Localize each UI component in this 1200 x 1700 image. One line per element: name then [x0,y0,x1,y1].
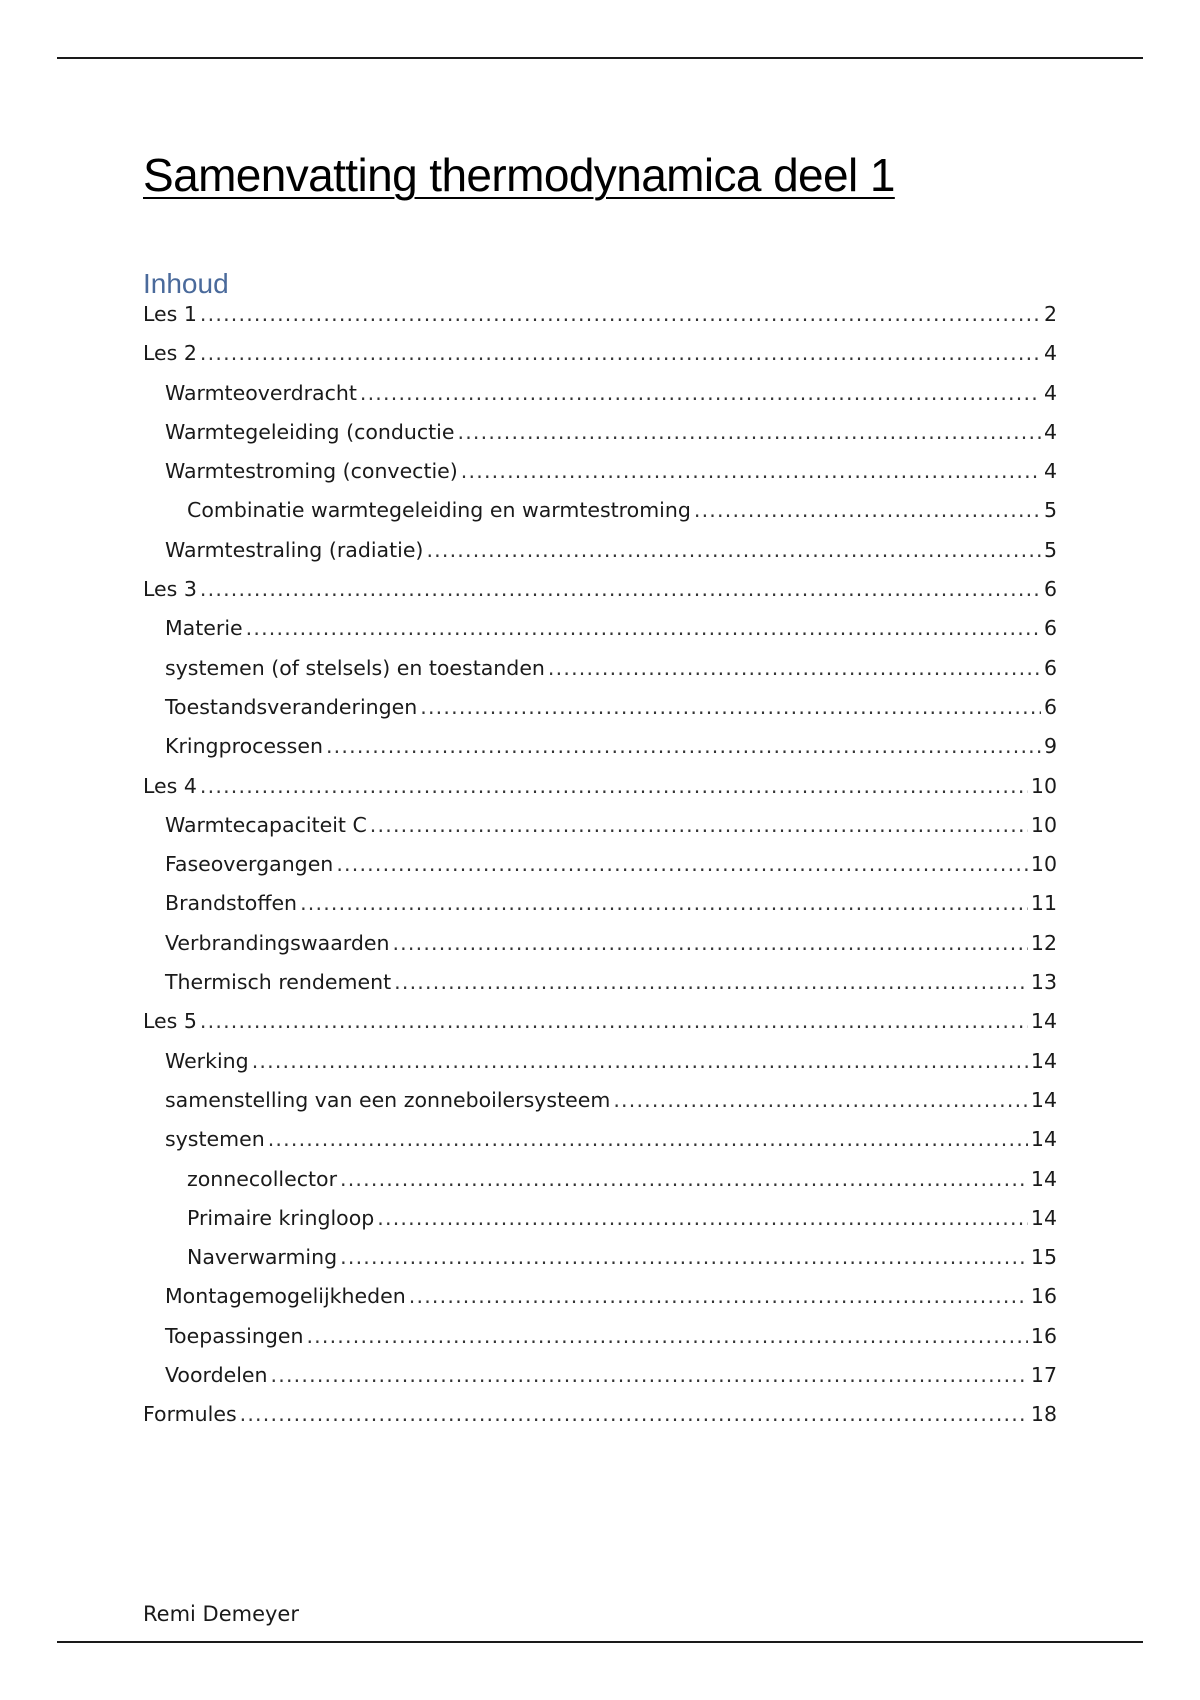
toc-entry-label: Warmtecapaciteit C [165,812,367,837]
toc-leader-dots [548,656,1041,680]
toc-entry-page-number: 16 [1030,1284,1057,1309]
toc-leader-dots [252,1049,1028,1073]
toc-leader-dots [271,1363,1028,1387]
toc-leader-dots [336,852,1028,876]
toc-entry-page-number: 14 [1030,1127,1057,1152]
toc-entry-page-number: 12 [1030,930,1057,955]
toc-entry-label: Les 4 [143,773,197,798]
toc-leader-dots [458,420,1041,444]
toc-entry-label: Formules [143,1402,237,1427]
toc-entry-page-number: 2 [1043,302,1057,326]
toc-entry[interactable] [143,420,1057,459]
toc-entry-page-number: 13 [1030,970,1057,995]
toc-entry-page-number: 10 [1030,812,1057,837]
toc-entry-page-number: 14 [1030,1087,1057,1112]
toc-entry[interactable] [143,1284,1057,1323]
toc-entry-label: Les 5 [143,1009,197,1034]
toc-entry-label: Faseovergangen [165,852,334,877]
toc-entry-page-number: 6 [1043,694,1057,719]
toc-entry-page-number: 6 [1043,655,1057,680]
toc-leader-dots [300,891,1028,915]
toc-entry[interactable] [143,538,1057,577]
toc-entry[interactable] [143,852,1057,891]
toc-leader-dots [409,1284,1028,1308]
toc-entry-label: zonnecollector [187,1166,337,1191]
toc-entry-page-number: 4 [1043,380,1057,405]
table-of-contents [143,302,1057,1442]
toc-entry[interactable] [143,970,1057,1009]
toc-entry-label: Warmtestroming (convectie) [165,459,458,484]
toc-entry-label: Warmteoverdracht [165,380,357,405]
toc-leader-dots [694,498,1041,522]
toc-entry-label: Materie [165,616,243,641]
toc-entry[interactable] [143,891,1057,930]
toc-entry-page-number: 6 [1043,616,1057,641]
toc-entry[interactable] [143,1049,1057,1088]
toc-entry-page-number: 16 [1030,1323,1057,1348]
toc-entry-label: Toestandsveranderingen [165,694,418,719]
toc-leader-dots [268,1127,1028,1151]
toc-entry-page-number: 5 [1043,498,1057,523]
toc-entry[interactable] [143,1206,1057,1245]
toc-leader-dots [377,1206,1028,1230]
toc-entry-label: Primaire kringloop [187,1205,375,1230]
document-title: Samenvatting thermodynamica deel 1 [143,149,895,201]
toc-leader-dots [360,381,1041,405]
toc-entry[interactable] [143,341,1057,380]
toc-entry-page-number: 6 [1043,577,1057,602]
toc-entry[interactable] [143,813,1057,852]
toc-entry[interactable] [143,577,1057,616]
toc-entry[interactable] [143,1127,1057,1166]
toc-entry[interactable] [143,774,1057,813]
toc-entry-page-number: 18 [1030,1402,1057,1427]
toc-leader-dots [200,577,1041,601]
toc-entry[interactable] [143,459,1057,498]
toc-entry-label: samenstelling van een zonneboilersysteem [165,1087,611,1112]
author-name: Remi Demeyer [143,1602,299,1626]
toc-entry[interactable] [143,498,1057,537]
toc-leader-dots [370,813,1028,837]
toc-entry-page-number: 4 [1043,419,1057,444]
header-rule [57,57,1143,59]
toc-leader-dots [340,1245,1028,1269]
toc-entry-label: Voordelen [165,1363,268,1388]
toc-leader-dots [426,538,1041,562]
toc-entry-page-number: 4 [1043,341,1057,366]
toc-leader-dots [200,341,1041,365]
toc-leader-dots [306,1324,1027,1348]
toc-leader-dots [613,1088,1028,1112]
toc-leader-dots [240,1402,1028,1426]
toc-leader-dots [394,970,1028,994]
toc-entry-page-number: 14 [1030,1048,1057,1073]
toc-entry-page-number: 10 [1030,852,1057,877]
toc-leader-dots [326,734,1041,758]
toc-heading: Inhoud [143,268,229,299]
toc-entry-label: Montagemogelijkheden [165,1284,406,1309]
toc-entry[interactable] [143,931,1057,970]
toc-leader-dots [200,774,1028,798]
toc-entry[interactable] [143,734,1057,773]
toc-leader-dots [200,302,1041,326]
toc-entry-page-number: 10 [1030,773,1057,798]
toc-entry-label: Thermisch rendement [165,970,392,995]
toc-entry-label: systemen (of stelsels) en toestanden [165,655,545,680]
toc-entry[interactable] [143,302,1057,341]
toc-entry-page-number: 4 [1043,459,1057,484]
toc-entry-page-number: 15 [1030,1245,1057,1270]
toc-entry-label: Werking [165,1048,249,1073]
toc-entry[interactable] [143,616,1057,655]
toc-entry-label: Combinatie warmtegeleiding en warmtestroming [187,498,691,523]
toc-entry-label: Les 3 [143,577,197,602]
toc-entry-page-number: 5 [1043,537,1057,562]
toc-entry[interactable] [143,695,1057,734]
toc-entry-page-number: 17 [1030,1363,1057,1388]
toc-entry-label: Verbrandingswaarden [165,930,390,955]
footer-rule [57,1641,1143,1643]
toc-entry-label: Brandstoffen [165,891,298,916]
toc-entry[interactable] [143,1363,1057,1402]
toc-entry[interactable] [143,1167,1057,1206]
toc-entry-page-number: 14 [1030,1166,1057,1191]
toc-entry-label: systemen [165,1127,265,1152]
toc-entry[interactable] [143,1245,1057,1284]
toc-entry[interactable] [143,1088,1057,1127]
toc-entry-page-number: 14 [1030,1205,1057,1230]
toc-entry-label: Warmtegeleiding (conductie [165,419,455,444]
toc-entry[interactable] [143,1009,1057,1048]
toc-entry-label: Les 2 [143,341,197,366]
toc-leader-dots [420,695,1041,719]
toc-leader-dots [340,1167,1028,1191]
toc-entry-page-number: 14 [1030,1009,1057,1034]
toc-entry[interactable] [143,1324,1057,1363]
toc-leader-dots [461,459,1041,483]
toc-entry-label: Toepassingen [165,1323,304,1348]
toc-entry-label: Warmtestraling (radiatie) [165,537,424,562]
toc-leader-dots [392,931,1027,955]
toc-entry-page-number: 9 [1043,734,1057,759]
toc-entry[interactable] [143,1402,1057,1441]
toc-leader-dots [246,616,1041,640]
toc-leader-dots [200,1009,1028,1033]
toc-entry[interactable] [143,381,1057,420]
toc-entry-page-number: 11 [1030,891,1057,916]
toc-entry-label: Kringprocessen [165,734,323,759]
toc-entry[interactable] [143,656,1057,695]
toc-entry-label: Naverwarming [187,1245,338,1270]
toc-entry-label: Les 1 [143,302,197,326]
